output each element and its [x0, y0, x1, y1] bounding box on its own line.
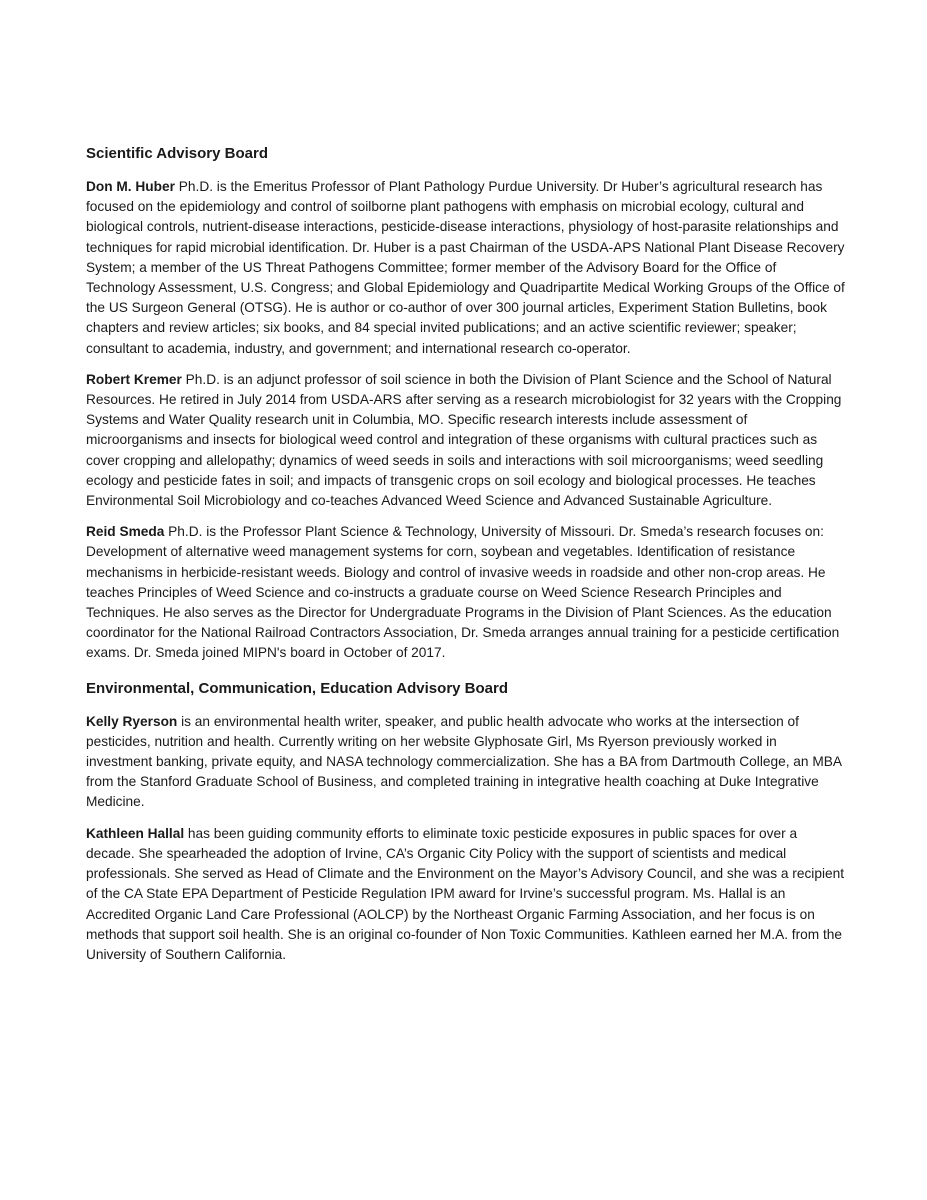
- section-heading: Scientific Advisory Board: [86, 145, 268, 162]
- bio-name: Kathleen Hallal: [86, 825, 185, 841]
- bio-name: Robert Kremer: [86, 371, 182, 387]
- bio-paragraph: [86, 824, 846, 965]
- bio-text: has been guiding community efforts to eliminate toxic pesticide exposures in public spaces for over a decade. She spearheaded the adoption of Irvine, CA’s Organic City Policy with the support of scientists and medical professionals. She served as Head of Climate and the Environment on the Mayor’s Advisory Council, and she was a recipient of the CA State EPA Department of Pesticide Regulation IPM award for Irvine’s successful program. Ms. Hallal is an Accredited Organic Land Care Professional (AOLCP) by the Northeast Organic Farming Association, and her focus is on methods that support soil health. She is an original co-founder of Non Toxic Communities. Kathleen earned her M.A. from the University of Southern California.: [86, 825, 845, 962]
- bio-paragraph: [86, 177, 846, 359]
- bio-text: Ph.D. is the Professor Plant Science & Technology, University of Missouri. Dr. Smeda’s research focuses on: Development of alternative weed management systems for corn, soybean and vegetables. Identification of resistance mechanisms in herbicide-resistant weeds. Biology and control of invasive weeds in roadside and other non-crop areas. He teaches Principles of Weed Science and co-instructs a graduate course on Weed Science Research Principles and Techniques. He also serves as the Director for Undergraduate Programs in the Division of Plant Sciences. As the education coordinator for the National Railroad Contractors Association, Dr. Smeda arranges annual training for a pesticide certification exams. Dr. Smeda joined MIPN's board in October of 2017.: [86, 524, 840, 661]
- bio-paragraph: [86, 370, 846, 511]
- bio-name: Don M. Huber: [86, 179, 175, 194]
- document-page: [86, 144, 846, 976]
- section-environmental-advisory-board: [86, 679, 846, 965]
- bio-text: Ph.D. is the Emeritus Professor of Plant Pathology Purdue University. Dr Huber’s agricultural research has focused on the epidemiology and control of soilborne plant pathogens with emphasis on microbial ecology, cultural and biological controls, nutrient-disease interactions, pesticide-disease interactions, physiology of host-parasite relationships and techniques for rapid microbial identification. Dr. Huber is a past Chairman of the USDA-APS National Plant Disease Recovery System; a member of the US Threat Pathogens Committee; former member of the Advisory Board for the Office of Technology Assessment, U.S. Congress; and Global Epidemiology and Quadripartite Medical Working Groups of the Office of the US Surgeon General (OTSG). He is author or co-author of over 300 journal articles, Experiment Station Bulletins, book chapters and review articles; six books, and 84 special invited publications; and an active scientific reviewer; speaker; consultant to academia, industry, and government; and international research co-operator.: [86, 179, 845, 356]
- section-scientific-advisory-board: [86, 144, 846, 664]
- bio-name: Reid Smeda: [86, 524, 165, 540]
- bio-paragraph: [86, 522, 846, 663]
- bio-paragraph: [86, 712, 846, 813]
- bio-text: Ph.D. is an adjunct professor of soil science in both the Division of Plant Science and the School of Natural Resources. He retired in July 2014 from USDA-ARS after serving as a research microbiologist for 32 years with the Cropping Systems and Water Quality research unit in Columbia, MO. Specific research interests include assessment of microorganisms and insects for biological weed control and integration of these organisms with cultural practices such as cover cropping and allelopathy; dynamics of weed seeds in soils and interactions with soil microorganisms; weed seedling ecology and pesticide fates in soil; and impacts of transgenic crops on soil ecology and biological processes. He teaches Environmental Soil Microbiology and co-teaches Advanced Weed Science and Advanced Sustainable Agriculture.: [86, 371, 842, 509]
- section-heading: Environmental, Communication, Education Advisory Board: [86, 679, 508, 697]
- bio-text: is an environmental health writer, speaker, and public health advocate who works at the intersection of pesticides, nutrition and health. Currently writing on her website Glyphosate Girl, Ms Ryerson previously worked in investment banking, private equity, and NASA technology commercialization. She has a BA from Dartmouth College, an MBA from the Stanford Graduate School of Business, and completed training in integrative health coaching at Duke Integrative Medicine.: [86, 713, 842, 810]
- bio-name: Kelly Ryerson: [86, 713, 178, 729]
